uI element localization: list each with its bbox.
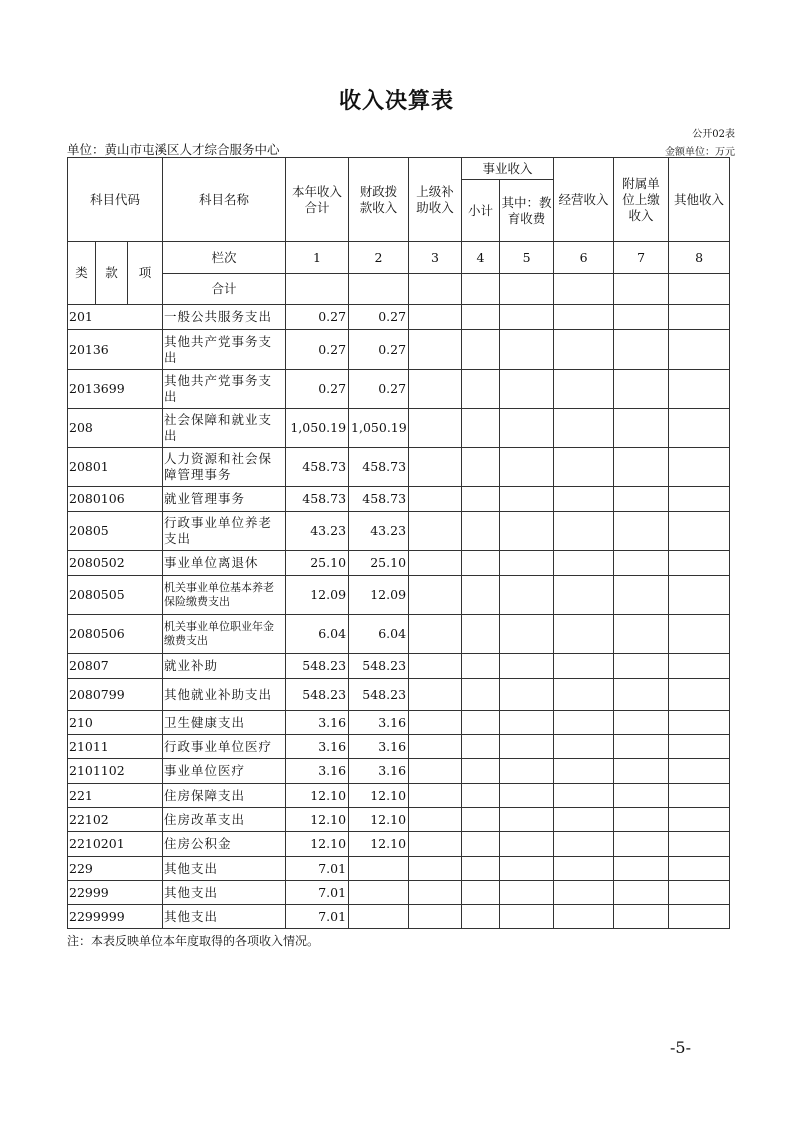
cell-empty bbox=[669, 615, 730, 654]
cell-empty bbox=[500, 409, 554, 448]
header-operating: 经营收入 bbox=[554, 158, 614, 242]
cell-empty bbox=[554, 551, 614, 576]
cell-empty bbox=[554, 305, 614, 330]
table-row bbox=[68, 759, 730, 784]
cell-empty bbox=[462, 615, 500, 654]
cell-empty bbox=[462, 305, 500, 330]
cell-code: 2080505 bbox=[68, 576, 163, 615]
cell-empty bbox=[554, 615, 614, 654]
cell-empty bbox=[669, 832, 730, 857]
cell-name: 住房改革支出 bbox=[163, 808, 286, 832]
header-name: 科目名称 bbox=[163, 158, 286, 242]
header-business: 事业收入 bbox=[462, 158, 554, 180]
cell-empty bbox=[669, 487, 730, 512]
cell-empty bbox=[462, 679, 500, 711]
page-number: -5- bbox=[670, 1038, 691, 1057]
cell-code: 2080506 bbox=[68, 615, 163, 654]
cell-name: 卫生健康支出 bbox=[163, 711, 286, 735]
cell-name: 其他支出 bbox=[163, 881, 286, 905]
cell-empty bbox=[554, 784, 614, 808]
header-kuan: 款 bbox=[96, 242, 128, 305]
cell-fiscal: 25.10 bbox=[349, 551, 409, 576]
header-edu: 其中：教育收费 bbox=[500, 180, 554, 242]
cell-total: 0.27 bbox=[286, 330, 349, 370]
header-code: 科目代码 bbox=[68, 158, 163, 242]
cell-empty bbox=[500, 305, 554, 330]
cell-total: 12.09 bbox=[286, 576, 349, 615]
cell-name: 其他就业补助支出 bbox=[163, 679, 286, 711]
cell-empty bbox=[669, 881, 730, 905]
cell-empty bbox=[669, 370, 730, 409]
col-number: 1 bbox=[286, 242, 349, 274]
cell-empty bbox=[409, 487, 462, 512]
cell-empty bbox=[462, 735, 500, 759]
cell-empty bbox=[500, 654, 554, 679]
cell-empty bbox=[500, 857, 554, 881]
table-row bbox=[68, 857, 730, 881]
col-number: 8 bbox=[669, 242, 730, 274]
cell-empty bbox=[554, 409, 614, 448]
cell-empty bbox=[409, 905, 462, 929]
cell-empty bbox=[554, 857, 614, 881]
cell-empty bbox=[614, 784, 669, 808]
cell-empty bbox=[409, 615, 462, 654]
form-number: 公开02表 bbox=[692, 129, 735, 140]
cell-name: 其他支出 bbox=[163, 857, 286, 881]
table-row bbox=[68, 808, 730, 832]
col-number: 5 bbox=[500, 242, 554, 274]
cell-fiscal: 43.23 bbox=[349, 512, 409, 551]
cell-total: 43.23 bbox=[286, 512, 349, 551]
cell-code: 20805 bbox=[68, 512, 163, 551]
header-sum: 合计 bbox=[163, 274, 286, 305]
cell-empty bbox=[462, 330, 500, 370]
money-unit: 金额单位：万元 bbox=[665, 147, 735, 158]
cell-code: 208 bbox=[68, 409, 163, 448]
cell-total: 25.10 bbox=[286, 551, 349, 576]
cell-name: 机关事业单位职业年金缴费支出 bbox=[163, 615, 286, 654]
cell-name: 就业补助 bbox=[163, 654, 286, 679]
cell-fiscal bbox=[349, 881, 409, 905]
cell-code: 2101102 bbox=[68, 759, 163, 784]
cell-empty bbox=[669, 576, 730, 615]
cell-name: 事业单位离退休 bbox=[163, 551, 286, 576]
cell-fiscal: 12.10 bbox=[349, 784, 409, 808]
cell-empty bbox=[554, 881, 614, 905]
cell-fiscal bbox=[349, 857, 409, 881]
cell-empty bbox=[669, 448, 730, 487]
footnote: 注：本表反映单位本年度取得的各项收入情况。 bbox=[67, 934, 320, 948]
header-xiang: 项 bbox=[128, 242, 163, 305]
cell-fiscal: 12.10 bbox=[349, 808, 409, 832]
cell-empty bbox=[554, 654, 614, 679]
cell-empty bbox=[500, 615, 554, 654]
cell-fiscal: 3.16 bbox=[349, 711, 409, 735]
header-lei: 类 bbox=[68, 242, 96, 305]
col-number: 3 bbox=[409, 242, 462, 274]
table-row bbox=[68, 370, 730, 409]
cell-empty bbox=[669, 654, 730, 679]
cell-fiscal: 548.23 bbox=[349, 654, 409, 679]
cell-empty bbox=[409, 448, 462, 487]
cell-total: 0.27 bbox=[286, 305, 349, 330]
cell-empty bbox=[500, 808, 554, 832]
cell-empty bbox=[669, 759, 730, 784]
cell-empty bbox=[669, 330, 730, 370]
cell-name: 一般公共服务支出 bbox=[163, 305, 286, 330]
cell-name: 机关事业单位基本养老保险缴费支出 bbox=[163, 576, 286, 615]
cell-empty bbox=[462, 784, 500, 808]
income-table bbox=[67, 157, 730, 929]
cell-name: 其他支出 bbox=[163, 905, 286, 929]
cell-name: 其他共产党事务支出 bbox=[163, 370, 286, 409]
cell-fiscal: 12.09 bbox=[349, 576, 409, 615]
cell-total: 7.01 bbox=[286, 905, 349, 929]
cell-name: 住房保障支出 bbox=[163, 784, 286, 808]
cell-empty bbox=[409, 735, 462, 759]
cell-empty bbox=[462, 409, 500, 448]
cell-empty bbox=[500, 881, 554, 905]
header-affiliated: 附属单位上缴收入 bbox=[614, 158, 669, 242]
cell-empty bbox=[409, 711, 462, 735]
cell-empty bbox=[614, 409, 669, 448]
header-subtotal: 小计 bbox=[462, 180, 500, 242]
unit-label: 单位：黄山市屯溪区人才综合服务中心 bbox=[67, 142, 280, 157]
cell-empty bbox=[554, 735, 614, 759]
cell-empty bbox=[669, 784, 730, 808]
cell-empty bbox=[409, 551, 462, 576]
cell-code: 20801 bbox=[68, 448, 163, 487]
cell-fiscal: 458.73 bbox=[349, 448, 409, 487]
cell-empty bbox=[614, 808, 669, 832]
cell-empty bbox=[500, 512, 554, 551]
cell-fiscal bbox=[349, 905, 409, 929]
cell-empty bbox=[614, 487, 669, 512]
cell-empty bbox=[500, 905, 554, 929]
cell-empty bbox=[554, 576, 614, 615]
cell-empty bbox=[500, 679, 554, 711]
table-row bbox=[68, 905, 730, 929]
cell-empty bbox=[614, 759, 669, 784]
cell-empty bbox=[669, 711, 730, 735]
cell-empty bbox=[669, 512, 730, 551]
cell-fiscal: 548.23 bbox=[349, 679, 409, 711]
cell-code: 2080799 bbox=[68, 679, 163, 711]
cell-empty bbox=[669, 305, 730, 330]
cell-empty bbox=[500, 735, 554, 759]
cell-empty bbox=[614, 654, 669, 679]
cell-empty bbox=[614, 305, 669, 330]
cell-code: 2210201 bbox=[68, 832, 163, 857]
cell-empty bbox=[500, 551, 554, 576]
col-number: 6 bbox=[554, 242, 614, 274]
table-row bbox=[68, 784, 730, 808]
cell-empty bbox=[614, 370, 669, 409]
cell-fiscal: 3.16 bbox=[349, 759, 409, 784]
cell-name: 其他共产党事务支出 bbox=[163, 330, 286, 370]
cell-code: 22999 bbox=[68, 881, 163, 905]
cell-empty bbox=[554, 448, 614, 487]
cell-empty bbox=[669, 735, 730, 759]
cell-empty bbox=[462, 551, 500, 576]
table-row bbox=[68, 551, 730, 576]
cell-empty bbox=[462, 881, 500, 905]
cell-fiscal: 1,050.19 bbox=[349, 409, 409, 448]
cell-empty bbox=[500, 448, 554, 487]
header-total: 本年收入合计 bbox=[286, 158, 349, 242]
cell-total: 12.10 bbox=[286, 784, 349, 808]
cell-empty bbox=[614, 448, 669, 487]
cell-empty bbox=[554, 330, 614, 370]
cell-total: 548.23 bbox=[286, 654, 349, 679]
header-column-no: 栏次 bbox=[163, 242, 286, 274]
table-row bbox=[68, 512, 730, 551]
cell-empty bbox=[669, 409, 730, 448]
page-title: 收入决算表 bbox=[338, 89, 454, 114]
cell-empty bbox=[462, 759, 500, 784]
cell-code: 210 bbox=[68, 711, 163, 735]
cell-empty bbox=[614, 576, 669, 615]
cell-total: 7.01 bbox=[286, 857, 349, 881]
cell-empty bbox=[554, 679, 614, 711]
cell-fiscal: 0.27 bbox=[349, 330, 409, 370]
cell-empty bbox=[614, 512, 669, 551]
cell-code: 221 bbox=[68, 784, 163, 808]
header-superior: 上级补助收入 bbox=[409, 158, 462, 242]
cell-total: 12.10 bbox=[286, 808, 349, 832]
cell-name: 住房公积金 bbox=[163, 832, 286, 857]
table-row bbox=[68, 881, 730, 905]
col-number: 4 bbox=[462, 242, 500, 274]
cell-code: 2080106 bbox=[68, 487, 163, 512]
cell-empty bbox=[500, 330, 554, 370]
cell-name: 就业管理事务 bbox=[163, 487, 286, 512]
cell-empty bbox=[409, 576, 462, 615]
table-row bbox=[68, 679, 730, 711]
cell-code: 201 bbox=[68, 305, 163, 330]
cell-empty bbox=[462, 808, 500, 832]
cell-empty bbox=[614, 711, 669, 735]
cell-empty bbox=[409, 832, 462, 857]
cell-empty bbox=[554, 711, 614, 735]
cell-name: 人力资源和社会保障管理事务 bbox=[163, 448, 286, 487]
cell-empty bbox=[554, 512, 614, 551]
table-row bbox=[68, 576, 730, 615]
col-number: 7 bbox=[614, 242, 669, 274]
cell-empty bbox=[409, 305, 462, 330]
cell-empty bbox=[500, 370, 554, 409]
cell-empty bbox=[409, 808, 462, 832]
cell-empty bbox=[669, 679, 730, 711]
table-row bbox=[68, 409, 730, 448]
cell-empty bbox=[614, 615, 669, 654]
cell-empty bbox=[554, 832, 614, 857]
cell-fiscal: 6.04 bbox=[349, 615, 409, 654]
cell-empty bbox=[409, 857, 462, 881]
cell-name: 行政事业单位养老支出 bbox=[163, 512, 286, 551]
cell-empty bbox=[614, 330, 669, 370]
table-row bbox=[68, 448, 730, 487]
table-row bbox=[68, 330, 730, 370]
cell-empty bbox=[462, 857, 500, 881]
cell-empty bbox=[500, 576, 554, 615]
cell-code: 21011 bbox=[68, 735, 163, 759]
table-row bbox=[68, 711, 730, 735]
cell-empty bbox=[462, 576, 500, 615]
cell-total: 3.16 bbox=[286, 711, 349, 735]
header-other: 其他收入 bbox=[669, 158, 730, 242]
cell-empty bbox=[614, 905, 669, 929]
cell-empty bbox=[409, 759, 462, 784]
cell-empty bbox=[554, 370, 614, 409]
table-row bbox=[68, 832, 730, 857]
cell-empty bbox=[614, 881, 669, 905]
cell-empty bbox=[669, 808, 730, 832]
cell-empty bbox=[409, 881, 462, 905]
cell-empty bbox=[554, 905, 614, 929]
cell-total: 6.04 bbox=[286, 615, 349, 654]
cell-name: 社会保障和就业支出 bbox=[163, 409, 286, 448]
cell-empty bbox=[500, 487, 554, 512]
cell-empty bbox=[669, 905, 730, 929]
cell-empty bbox=[500, 759, 554, 784]
cell-empty bbox=[409, 654, 462, 679]
cell-total: 7.01 bbox=[286, 881, 349, 905]
cell-fiscal: 3.16 bbox=[349, 735, 409, 759]
table-row bbox=[68, 487, 730, 512]
table-row bbox=[68, 615, 730, 654]
cell-empty bbox=[462, 654, 500, 679]
cell-total: 1,050.19 bbox=[286, 409, 349, 448]
cell-empty bbox=[462, 448, 500, 487]
header-fiscal: 财政拨款收入 bbox=[349, 158, 409, 242]
cell-empty bbox=[462, 711, 500, 735]
cell-code: 20136 bbox=[68, 330, 163, 370]
cell-empty bbox=[462, 512, 500, 551]
cell-fiscal: 12.10 bbox=[349, 832, 409, 857]
cell-code: 22102 bbox=[68, 808, 163, 832]
cell-name: 事业单位医疗 bbox=[163, 759, 286, 784]
cell-empty bbox=[500, 832, 554, 857]
cell-empty bbox=[554, 487, 614, 512]
cell-code: 2080502 bbox=[68, 551, 163, 576]
cell-empty bbox=[409, 370, 462, 409]
table-row bbox=[68, 305, 730, 330]
cell-empty bbox=[409, 679, 462, 711]
table-row bbox=[68, 735, 730, 759]
cell-code: 20807 bbox=[68, 654, 163, 679]
cell-empty bbox=[500, 784, 554, 808]
table-row bbox=[68, 654, 730, 679]
cell-empty bbox=[614, 857, 669, 881]
cell-fiscal: 0.27 bbox=[349, 370, 409, 409]
cell-code: 2299999 bbox=[68, 905, 163, 929]
cell-total: 3.16 bbox=[286, 759, 349, 784]
cell-empty bbox=[554, 759, 614, 784]
cell-empty bbox=[462, 832, 500, 857]
cell-name: 行政事业单位医疗 bbox=[163, 735, 286, 759]
cell-code: 2013699 bbox=[68, 370, 163, 409]
cell-empty bbox=[462, 370, 500, 409]
cell-fiscal: 0.27 bbox=[349, 305, 409, 330]
cell-empty bbox=[409, 409, 462, 448]
cell-code: 229 bbox=[68, 857, 163, 881]
cell-empty bbox=[669, 857, 730, 881]
col-number: 2 bbox=[349, 242, 409, 274]
cell-empty bbox=[554, 808, 614, 832]
cell-empty bbox=[409, 330, 462, 370]
cell-empty bbox=[614, 832, 669, 857]
cell-empty bbox=[409, 512, 462, 551]
cell-empty bbox=[614, 735, 669, 759]
cell-empty bbox=[409, 784, 462, 808]
cell-empty bbox=[462, 487, 500, 512]
cell-empty bbox=[614, 551, 669, 576]
cell-total: 12.10 bbox=[286, 832, 349, 857]
cell-total: 3.16 bbox=[286, 735, 349, 759]
cell-total: 548.23 bbox=[286, 679, 349, 711]
cell-fiscal: 458.73 bbox=[349, 487, 409, 512]
cell-empty bbox=[669, 551, 730, 576]
cell-total: 458.73 bbox=[286, 487, 349, 512]
cell-total: 458.73 bbox=[286, 448, 349, 487]
cell-empty bbox=[614, 679, 669, 711]
cell-empty bbox=[462, 905, 500, 929]
cell-total: 0.27 bbox=[286, 370, 349, 409]
cell-empty bbox=[500, 711, 554, 735]
